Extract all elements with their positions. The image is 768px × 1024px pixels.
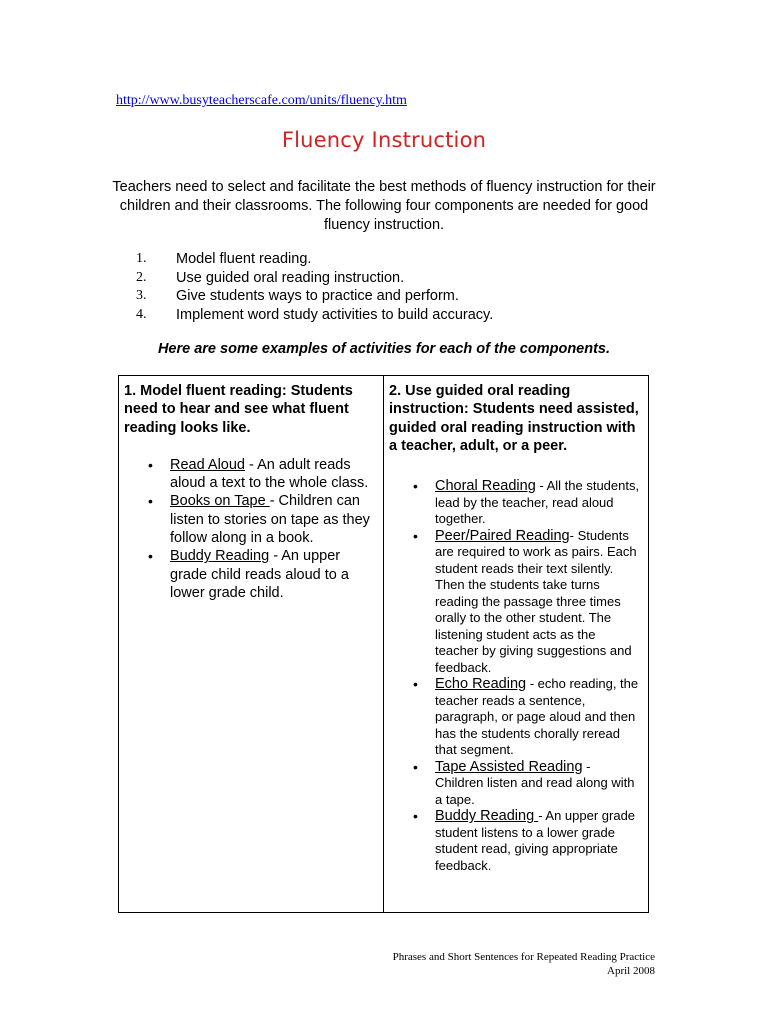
table-column-guided-oral-reading <box>384 376 648 912</box>
list-item <box>389 808 642 874</box>
list-item <box>389 478 642 528</box>
source-url-link[interactable]: http://www.busyteacherscafe.com/units/fluency.htm <box>116 93 407 108</box>
activities-table <box>118 375 649 913</box>
activity-desc: - Students are required to work as pairs. Each student reads their text silently. Then the students take turns reading the passage three times orally to the other student. The listening student acts as the teacher by giving suggestions and feedback. <box>435 527 637 675</box>
list-text: Implement word study activities to build accuracy. <box>176 306 494 323</box>
page-title: Fluency Instruction <box>281 128 487 152</box>
activity-name: Books on Tape <box>170 493 270 510</box>
list-text: Use guided oral reading instruction. <box>176 269 405 286</box>
activity-desc: - An upper grade student listens to a lower grade student read, giving appropriate feedback. <box>435 808 636 873</box>
list-number: 4. <box>136 306 147 322</box>
intro-paragraph: Teachers need to select and facilitate the best methods of fluency instruction for their children and their classrooms. The following four components are needed for good fluency instruction. <box>112 179 656 233</box>
column-heading: 1. Model fluent reading: Students need to hear and see what fluent reading looks like. <box>124 383 353 436</box>
activity-desc: - echo reading, the teacher reads a sentence, paragraph, or page aloud and then has the students chorally reread that segment. <box>435 676 639 758</box>
activity-desc: - An adult reads aloud a text to the whole class. <box>170 456 369 492</box>
activity-name: Buddy Reading <box>435 808 539 825</box>
list-item <box>118 250 493 269</box>
components-list <box>118 250 493 324</box>
table-column-model-fluent-reading <box>119 376 384 912</box>
list-item <box>389 676 642 759</box>
list-item <box>118 287 493 306</box>
list-item <box>124 547 377 602</box>
footer-date: April 2008 <box>607 965 655 977</box>
list-number: 3. <box>136 288 147 303</box>
page-footer <box>393 950 655 978</box>
activity-name: Read Aloud <box>170 456 245 473</box>
activity-name: Buddy Reading <box>170 548 270 565</box>
activity-desc: - An upper grade child reads aloud to a lower grade child. <box>170 548 349 601</box>
footer-line: Phrases and Short Sentences for Repeated Reading Practice <box>392 951 655 963</box>
list-text: Give students ways to practice and perform. <box>176 288 459 304</box>
activity-list <box>389 478 642 874</box>
list-item <box>118 306 493 325</box>
list-item <box>118 269 493 288</box>
list-text: Model fluent reading. <box>176 251 312 267</box>
list-item <box>389 759 642 809</box>
activity-desc: - All the students, lead by the teacher, read aloud together. <box>435 478 640 527</box>
activity-name: Tape Assisted Reading <box>435 758 583 775</box>
activity-desc: - Children can listen to stories on tape as they follow along in a book. <box>170 493 370 547</box>
activity-desc: - Children listen and read along with a tape. <box>435 758 635 807</box>
activity-name: Peer/Paired Reading <box>435 527 570 544</box>
list-item <box>389 528 642 677</box>
list-number: 1. <box>136 251 147 266</box>
activity-name: Choral Reading <box>435 478 536 495</box>
activity-list <box>124 456 377 602</box>
column-heading: 2. Use guided oral reading instruction: Students need assisted, guided oral reading instruction with a teacher, adult, or a peer. <box>389 383 639 454</box>
list-item <box>124 492 377 547</box>
list-number: 2. <box>136 269 147 285</box>
activity-name: Echo Reading <box>435 676 527 693</box>
list-item <box>124 456 377 493</box>
examples-heading: Here are some examples of activities for each of the components. <box>157 341 611 357</box>
